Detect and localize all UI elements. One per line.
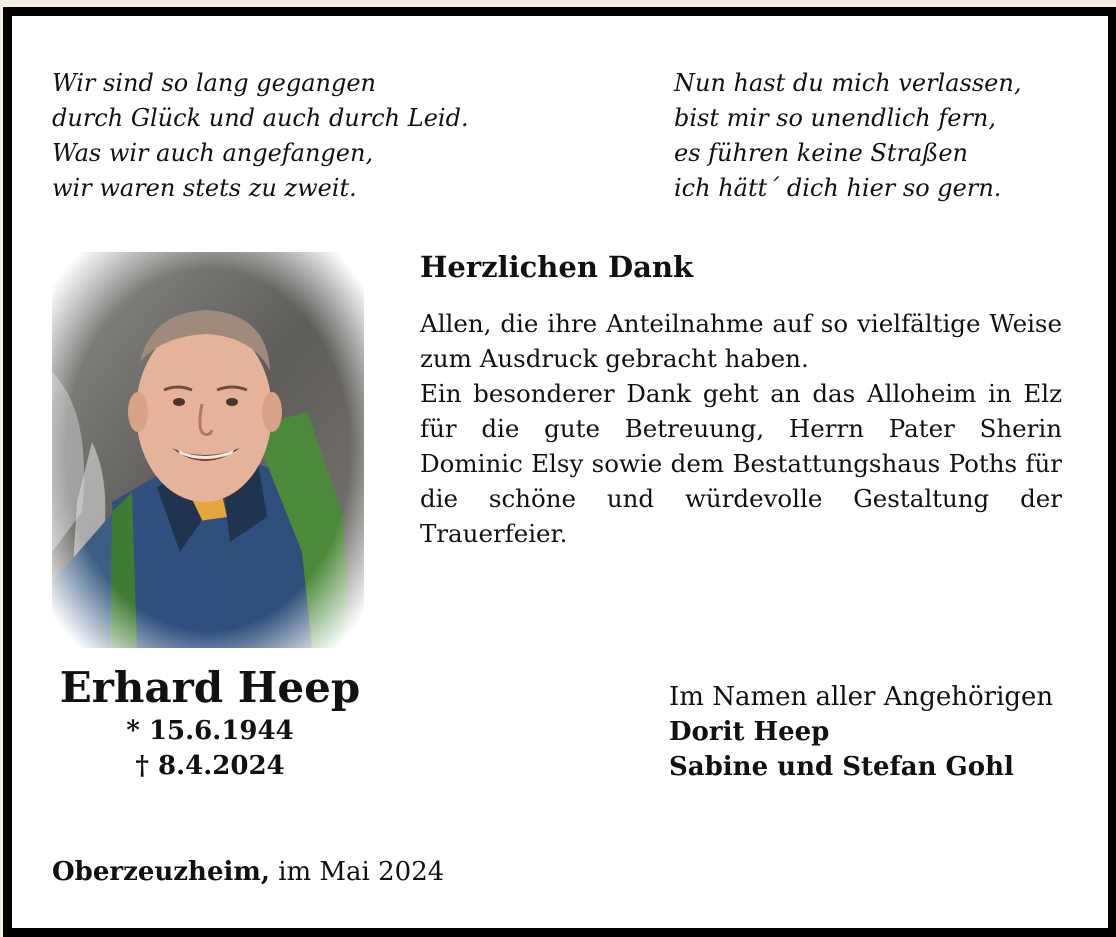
death-date: † 8.4.2024 [135,751,285,781]
signature-name: Sabine und Stefan Gohl [669,752,1014,782]
obituary-card [3,7,1116,937]
deceased-name: Erhard Heep [59,663,361,712]
portrait-photo [52,252,364,648]
poem-left-line: wir waren stets zu zweit. [52,174,357,202]
poem-right-line: ich hätt´ dich hier so gern. [674,174,1002,202]
poem-right-line: bist mir so unendlich fern, [674,104,997,132]
thanks-paragraph: Allen, die ihre Anteilnahme auf so vielfältige Weise zum Ausdruck gebracht haben. [420,309,1062,373]
poem-left-line: Was wir auch angefangen, [52,139,374,167]
signature-intro: Im Namen aller Angehörigen [669,682,1054,712]
thanks-text [420,306,1062,551]
poem-left-line: Wir sind so lang gegangen [52,69,377,97]
poem-left [52,66,469,206]
place-date-line [52,854,444,890]
signature-block [669,680,1053,785]
thanks-paragraph: Ein besonderer Dank geht an das Alloheim in Elz für die gute Betreuung, Herrn Pater Sherin Dominic Elsy sowie dem Bestattungshaus Poths für die schöne und würdevolle Gestaltung der Trauerfeier. [420,379,1062,548]
poem-right-line: Nun hast du mich verlassen, [674,69,1022,97]
poem-right [674,66,1021,206]
poem-left-line: durch Glück und auch durch Leid. [52,104,469,132]
thanks-heading: Herzlichen Dank [420,250,694,284]
birth-date: * 15.6.1944 [126,716,294,746]
place-name: Oberzeuzheim, [52,857,270,887]
notice-date: im Mai 2024 [269,857,445,887]
signature-name: Dorit Heep [669,717,830,747]
poem-right-line: es führen keine Straßen [674,139,968,167]
